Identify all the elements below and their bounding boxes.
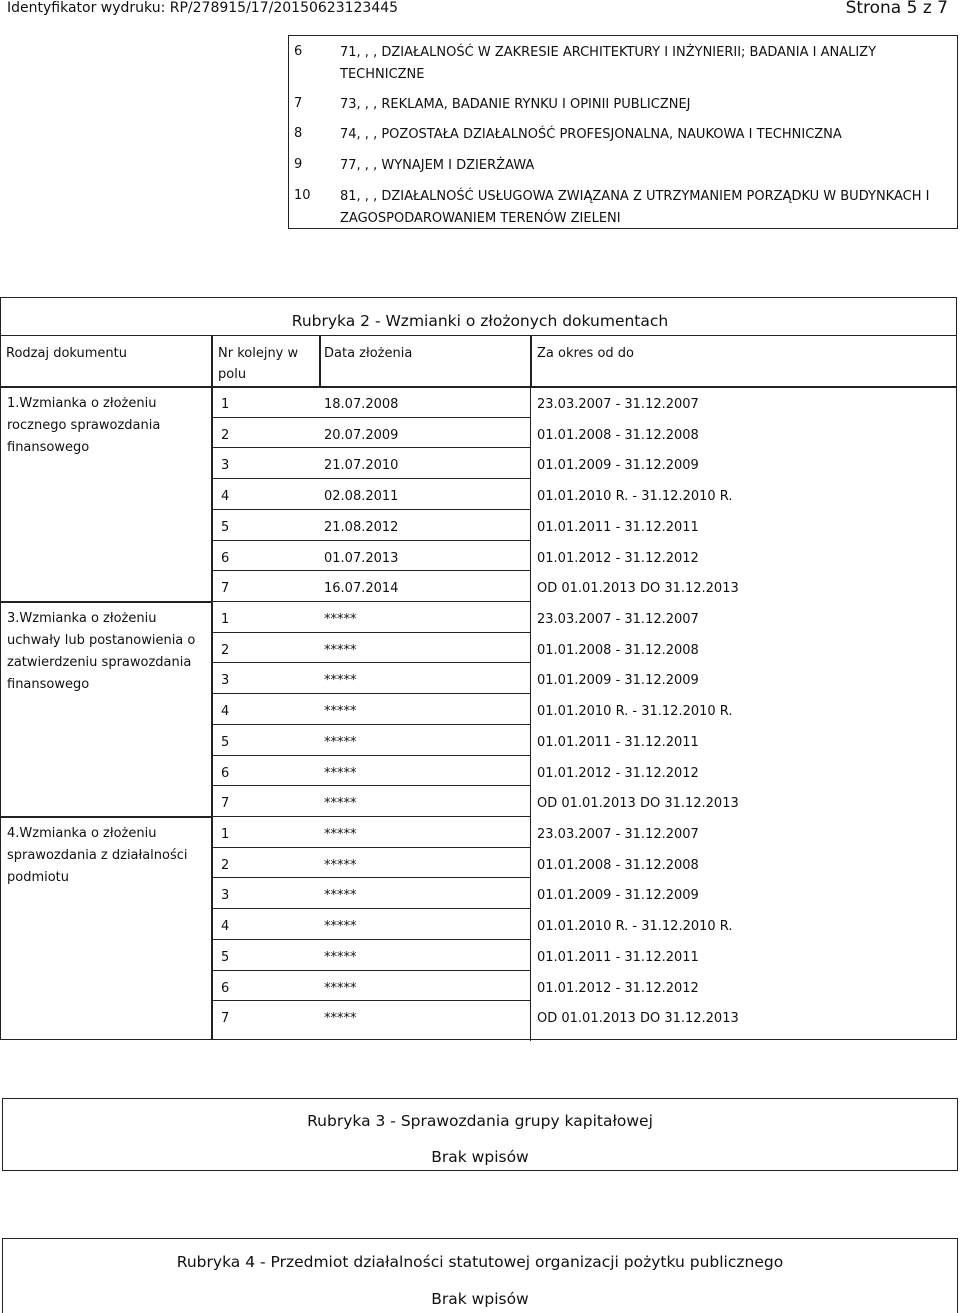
- rubryka4-value: Brak wpisów: [431, 1290, 529, 1308]
- column-divider: [319, 336, 321, 386]
- period: 01.01.2011 - 31.12.2011: [537, 734, 699, 750]
- row-divider: [211, 632, 531, 633]
- period: 01.01.2011 - 31.12.2011: [537, 519, 699, 535]
- section-name: 4.Wzmianka o złożeniu sprawozdania z działalności podmiotu: [7, 826, 188, 885]
- filing-date: *****: [324, 673, 357, 689]
- filing-date: 02.08.2011: [324, 489, 399, 505]
- period: 01.01.2012 - 31.12.2012: [537, 980, 699, 996]
- filing-date: *****: [324, 827, 357, 842]
- period: 01.01.2010 R. - 31.12.2010 R.: [537, 919, 733, 935]
- row-number: 8: [294, 126, 303, 141]
- row-divider: [211, 540, 531, 541]
- filing-date: *****: [324, 888, 357, 904]
- row-number: 3: [221, 673, 230, 689]
- period: 01.01.2012 - 31.12.2012: [537, 765, 699, 781]
- row-text: 81, , , DZIAŁALNOŚĆ USŁUGOWA ZWIĄZANA Z UTRZYMANIEM PORZĄDKU W BUDYNKACH I ZAGOSPODAROWANIEM TERENÓW ZIELENI: [340, 189, 930, 226]
- period: 01.01.2011 - 31.12.2011: [537, 949, 699, 965]
- filing-date: *****: [324, 949, 357, 965]
- row-divider: [211, 755, 531, 756]
- row-divider: [211, 847, 531, 848]
- period: 23.03.2007 - 31.12.2007: [537, 827, 699, 842]
- filing-date: 21.07.2010: [324, 458, 399, 474]
- row-divider: [211, 908, 531, 909]
- filing-date: *****: [324, 796, 357, 812]
- row-divider: [211, 509, 531, 510]
- period: 01.01.2009 - 31.12.2009: [537, 673, 699, 689]
- row-divider: [211, 970, 531, 971]
- row-number: 6: [221, 550, 230, 566]
- row-number: 2: [221, 642, 230, 658]
- row-number: 10: [294, 188, 311, 203]
- rubryka3-box: [2, 1098, 958, 1171]
- period: 01.01.2008 - 31.12.2008: [537, 642, 699, 658]
- filing-date: *****: [324, 734, 357, 750]
- rubryka3-title: Rubryka 3 - Sprawozdania grupy kapitałowej: [307, 1112, 653, 1130]
- row-text: 77, , , WYNAJEM I DZIERŻAWA: [340, 158, 535, 173]
- filing-date: *****: [324, 704, 357, 720]
- row-number: 1: [221, 612, 230, 627]
- row-divider: [211, 478, 531, 479]
- pkd-table: [288, 35, 958, 229]
- filing-date: 20.07.2009: [324, 427, 399, 443]
- page-number: Strona 5 z 7: [845, 0, 948, 18]
- row-number: 2: [221, 427, 230, 443]
- col-header-type: Rodzaj dokumentu: [6, 346, 127, 361]
- row-number: 7: [221, 1011, 230, 1027]
- row-number: 2: [221, 857, 230, 873]
- filing-date: *****: [324, 1011, 357, 1027]
- row-text: 71, , , DZIAŁALNOŚĆ W ZAKRESIE ARCHITEKTURY I INŻYNIERII; BADANIA I ANALIZY TECHNICZNE: [340, 45, 877, 82]
- row-number: 5: [221, 734, 230, 750]
- col-header-number: Nr kolejny w polu: [218, 346, 299, 382]
- filing-date: 16.07.2014: [324, 581, 399, 597]
- period: 01.01.2009 - 31.12.2009: [537, 888, 699, 904]
- row-number: 6: [294, 44, 303, 59]
- filing-date: 01.07.2013: [324, 550, 399, 566]
- row-divider: [211, 693, 531, 694]
- column-divider: [530, 336, 532, 386]
- row-number: 1: [221, 827, 230, 842]
- row-divider: [211, 662, 531, 663]
- filing-date: *****: [324, 612, 357, 627]
- print-identifier: Identyfikator wydruku: RP/278915/17/20150623123445: [7, 0, 399, 16]
- filing-date: *****: [324, 857, 357, 873]
- row-number: 4: [221, 489, 230, 505]
- col-header-period: Za okres od do: [537, 346, 634, 361]
- filing-date: *****: [324, 919, 357, 935]
- period: 23.03.2007 - 31.12.2007: [537, 612, 699, 627]
- row-number: 1: [221, 397, 230, 412]
- period: OD 01.01.2013 DO 31.12.2013: [537, 1011, 739, 1027]
- header-divider: [1, 386, 956, 388]
- row-divider: [211, 1000, 531, 1001]
- period: 01.01.2008 - 31.12.2008: [537, 857, 699, 873]
- period: OD 01.01.2013 DO 31.12.2013: [537, 796, 739, 812]
- row-divider: [211, 724, 531, 725]
- period: 01.01.2008 - 31.12.2008: [537, 427, 699, 443]
- period: 23.03.2007 - 31.12.2007: [537, 397, 699, 412]
- row-divider: [211, 785, 531, 786]
- row-number: 7: [294, 96, 303, 111]
- section-name: 1.Wzmianka o złożeniu rocznego sprawozdania finansowego: [7, 396, 161, 455]
- row-divider: [211, 447, 531, 448]
- row-divider: [211, 939, 531, 940]
- row-number: 7: [221, 796, 230, 812]
- row-text: 73, , , REKLAMA, BADANIE RYNKU I OPINII PUBLICZNEJ: [340, 97, 691, 112]
- rubryka3-value: Brak wpisów: [431, 1148, 529, 1166]
- rubryka4-box: [2, 1238, 958, 1313]
- row-number: 9: [294, 157, 303, 172]
- rubryka2-title: Rubryka 2 - Wzmianki o złożonych dokumentach: [291, 312, 669, 330]
- filing-date: 18.07.2008: [324, 397, 399, 412]
- row-number: 7: [221, 581, 230, 597]
- section-name: 3.Wzmianka o złożeniu uchwały lub postanowienia o zatwierdzeniu sprawozdania finansowego: [7, 611, 196, 692]
- row-divider: [211, 877, 531, 878]
- row-number: 3: [221, 458, 230, 474]
- row-number: 4: [221, 704, 230, 720]
- documents-table: [0, 335, 957, 1040]
- row-divider: [211, 816, 531, 817]
- row-number: 5: [221, 949, 230, 965]
- period: 01.01.2012 - 31.12.2012: [537, 550, 699, 566]
- filing-date: *****: [324, 980, 357, 996]
- filing-date: *****: [324, 765, 357, 781]
- filing-date: *****: [324, 642, 357, 658]
- period: OD 01.01.2013 DO 31.12.2013: [537, 581, 739, 597]
- period: 01.01.2009 - 31.12.2009: [537, 458, 699, 474]
- row-number: 6: [221, 765, 230, 781]
- section-divider: [1, 601, 211, 603]
- period: 01.01.2010 R. - 31.12.2010 R.: [537, 704, 733, 720]
- period: 01.01.2010 R. - 31.12.2010 R.: [537, 489, 733, 505]
- row-divider: [211, 601, 531, 602]
- row-number: 5: [221, 519, 230, 535]
- section-divider: [1, 816, 211, 818]
- row-divider: [211, 417, 531, 418]
- row-number: 6: [221, 980, 230, 996]
- row-number: 3: [221, 888, 230, 904]
- row-number: 4: [221, 919, 230, 935]
- col-header-date: Data złożenia: [324, 346, 413, 361]
- filing-date: 21.08.2012: [324, 519, 399, 535]
- row-divider: [211, 570, 531, 571]
- column-divider: [530, 386, 531, 1041]
- rubryka4-title: Rubryka 4 - Przedmiot działalności statutowej organizacji pożytku publicznego: [176, 1253, 784, 1271]
- row-text: 74, , , POZOSTAŁA DZIAŁALNOŚĆ PROFESJONALNA, NAUKOWA I TECHNICZNA: [340, 127, 842, 142]
